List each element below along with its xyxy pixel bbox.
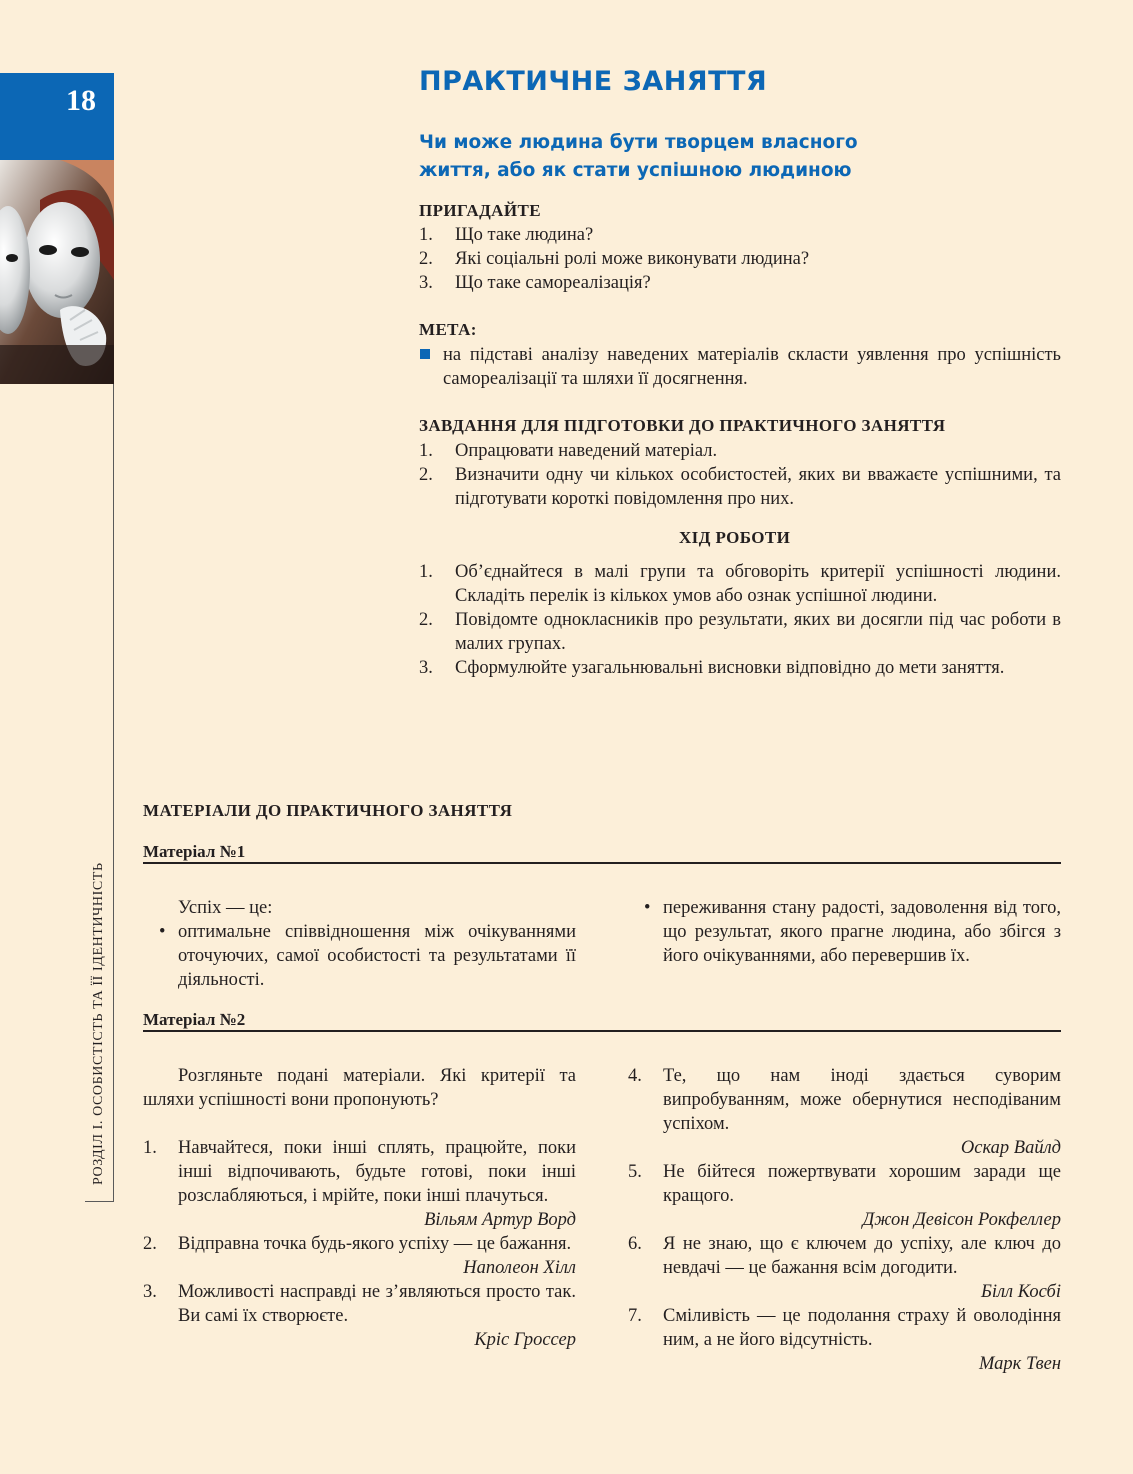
quote-number: 6. — [628, 1234, 642, 1254]
item-number: 3. — [419, 658, 433, 678]
list-item — [419, 247, 1061, 271]
square-bullet-icon — [420, 349, 430, 359]
quote-item — [628, 1232, 1061, 1280]
bullet-text: переживання стану радості, задоволення від того, що результат, якого прагне людина, або збігся з його очікуваннями, або перевершив їх. — [663, 898, 1061, 966]
page-number: 18 — [66, 84, 96, 117]
material-1-label: Матеріал №1 — [143, 842, 246, 861]
item-number: 3. — [419, 273, 433, 293]
item-text: Опрацювати наведений матеріал. — [455, 441, 718, 461]
item-text: Об’єднайтеся в малі групи та обговоріть критерії успішності людини. Складіть перелік із кількох умов або ознак успішної людини. — [455, 562, 1061, 606]
list-item — [419, 223, 1061, 247]
materials-heading: МАТЕРІАЛИ ДО ПРАКТИЧНОГО ЗАНЯТТЯ — [143, 801, 513, 820]
masks-photo — [0, 160, 114, 384]
item-number: 2. — [419, 249, 433, 269]
quote-item — [628, 1304, 1061, 1352]
quote-number: 5. — [628, 1162, 642, 1182]
bullet-text: оптимальне співвідношення між очікуваннями оточуючих, самої особистості та результатами її діяльності. — [178, 922, 576, 990]
list-item — [419, 271, 1061, 295]
quote-author: Вільям Артур Ворд — [424, 1210, 576, 1230]
tasks-heading: ЗАВДАННЯ ДЛЯ ПІДГОТОВКИ ДО ПРАКТИЧНОГО ЗАНЯТТЯ — [419, 416, 946, 435]
subtitle-line: Чи може людина бути творцем власного — [419, 132, 858, 153]
quote-text: Те, що нам іноді здається суворим випробуванням, може обернутися несподіваним успіхом. — [663, 1066, 1061, 1134]
bullet-dot-icon: • — [159, 922, 166, 942]
quote-text: Я не знаю, що є ключем до успіху, але ключ до невдачі — це бажання всім догодити. — [663, 1234, 1061, 1278]
quote-author: Оскар Вайлд — [960, 1138, 1061, 1158]
list-item — [419, 656, 1061, 680]
quote-item — [628, 1160, 1061, 1208]
material-1-left-column — [143, 896, 576, 992]
bullet-dot-icon: • — [644, 898, 651, 918]
item-text: Сформулюйте узагальнювальні висновки відповідно до мети заняття. — [455, 658, 1005, 678]
list-item — [419, 439, 1061, 463]
material-1-right-column — [628, 896, 1061, 968]
material-1-rule — [143, 862, 1061, 864]
material-2-right-column — [628, 1064, 1061, 1376]
recall-heading: ПРИГАДАЙТЕ — [419, 201, 541, 220]
tasks-list — [419, 439, 1061, 511]
goal-heading: МЕТА: — [419, 320, 477, 339]
masks-illustration — [0, 160, 114, 384]
item-text: Визначити одну чи кількох особистостей, яких ви вважаєте успішними, та підготувати короткі повідомлення про них. — [455, 465, 1061, 509]
quote-author: Білл Косбі — [980, 1282, 1061, 1302]
quote-text: Можливості насправді не з’являються просто так. Ви самі їх створюєте. — [178, 1282, 576, 1326]
quote-text: Не бійтеся пожертвувати хорошим заради ще кращого. — [663, 1162, 1061, 1206]
bullet-item — [628, 896, 1061, 968]
section-label: РОЗДІЛ I. ОСОБИСТІСТЬ ТА ЇЇ ІДЕНТИЧНІСТЬ — [91, 862, 106, 1185]
procedure-list — [419, 560, 1061, 680]
page-subtitle — [419, 129, 979, 185]
quote-number: 7. — [628, 1306, 642, 1326]
quote-author: Кріс Гроссер — [474, 1330, 576, 1350]
quote-text: Сміливість — це подолання страху й оволодіння ним, а не його відсутність. — [663, 1306, 1061, 1350]
item-number: 2. — [419, 465, 433, 485]
item-text: Повідомте однокласників про результати, яких ви досягли під час роботи в малих групах. — [455, 610, 1061, 654]
side-rule — [113, 384, 114, 1202]
item-number: 1. — [419, 225, 433, 245]
quote-item — [143, 1136, 576, 1208]
item-number: 2. — [419, 610, 433, 630]
list-item — [419, 463, 1061, 511]
quote-author: Наполеон Хілл — [463, 1258, 576, 1278]
list-item — [419, 608, 1061, 656]
bullet-item — [143, 920, 576, 992]
material-2-left-column — [143, 1064, 576, 1352]
quote-number: 2. — [143, 1234, 157, 1254]
quote-number: 3. — [143, 1282, 157, 1302]
recall-list — [419, 223, 1061, 295]
quote-item — [628, 1064, 1061, 1136]
procedure-heading: ХІД РОБОТИ — [679, 528, 791, 547]
item-number: 1. — [419, 562, 433, 582]
goal-text: на підставі аналізу наведених матеріалів скласти уявлення про успішність самореалізації та шляхи її досягнення. — [443, 345, 1061, 389]
quote-author: Марк Твен — [979, 1354, 1061, 1374]
material-2-rule — [143, 1030, 1061, 1032]
list-item — [419, 560, 1061, 608]
page-title: ПРАКТИЧНЕ ЗАНЯТТЯ — [419, 66, 768, 97]
item-text: Які соціальні ролі може виконувати людина? — [455, 249, 810, 269]
quote-author: Джон Девісон Рокфеллер — [862, 1210, 1061, 1230]
quote-text: Навчайтеся, поки інші сплять, працюйте, поки інші відпочивають, будьте готові, поки інші розслабляються, і мрійте, поки інші плачуться. — [178, 1138, 576, 1206]
material-1-intro: Успіх — це: — [178, 898, 273, 918]
item-text: Що таке самореалізація? — [455, 273, 651, 293]
item-text: Що таке людина? — [455, 225, 594, 245]
page-number-box — [0, 73, 114, 160]
quote-text: Відправна точка будь-якого успіху — це бажання. — [178, 1234, 572, 1254]
quote-number: 1. — [143, 1138, 157, 1158]
quote-item — [143, 1280, 576, 1328]
material-2-label: Матеріал №2 — [143, 1010, 246, 1029]
material-2-intro: Розгляньте подані матеріали. Які критерії та шляхи успішності вони пропонують? — [143, 1066, 576, 1110]
quote-item — [143, 1232, 576, 1256]
side-rule-foot — [85, 1201, 114, 1202]
quote-number: 4. — [628, 1066, 642, 1086]
subtitle-line: життя, або як стати успішною людиною — [419, 160, 852, 181]
item-number: 1. — [419, 441, 433, 461]
